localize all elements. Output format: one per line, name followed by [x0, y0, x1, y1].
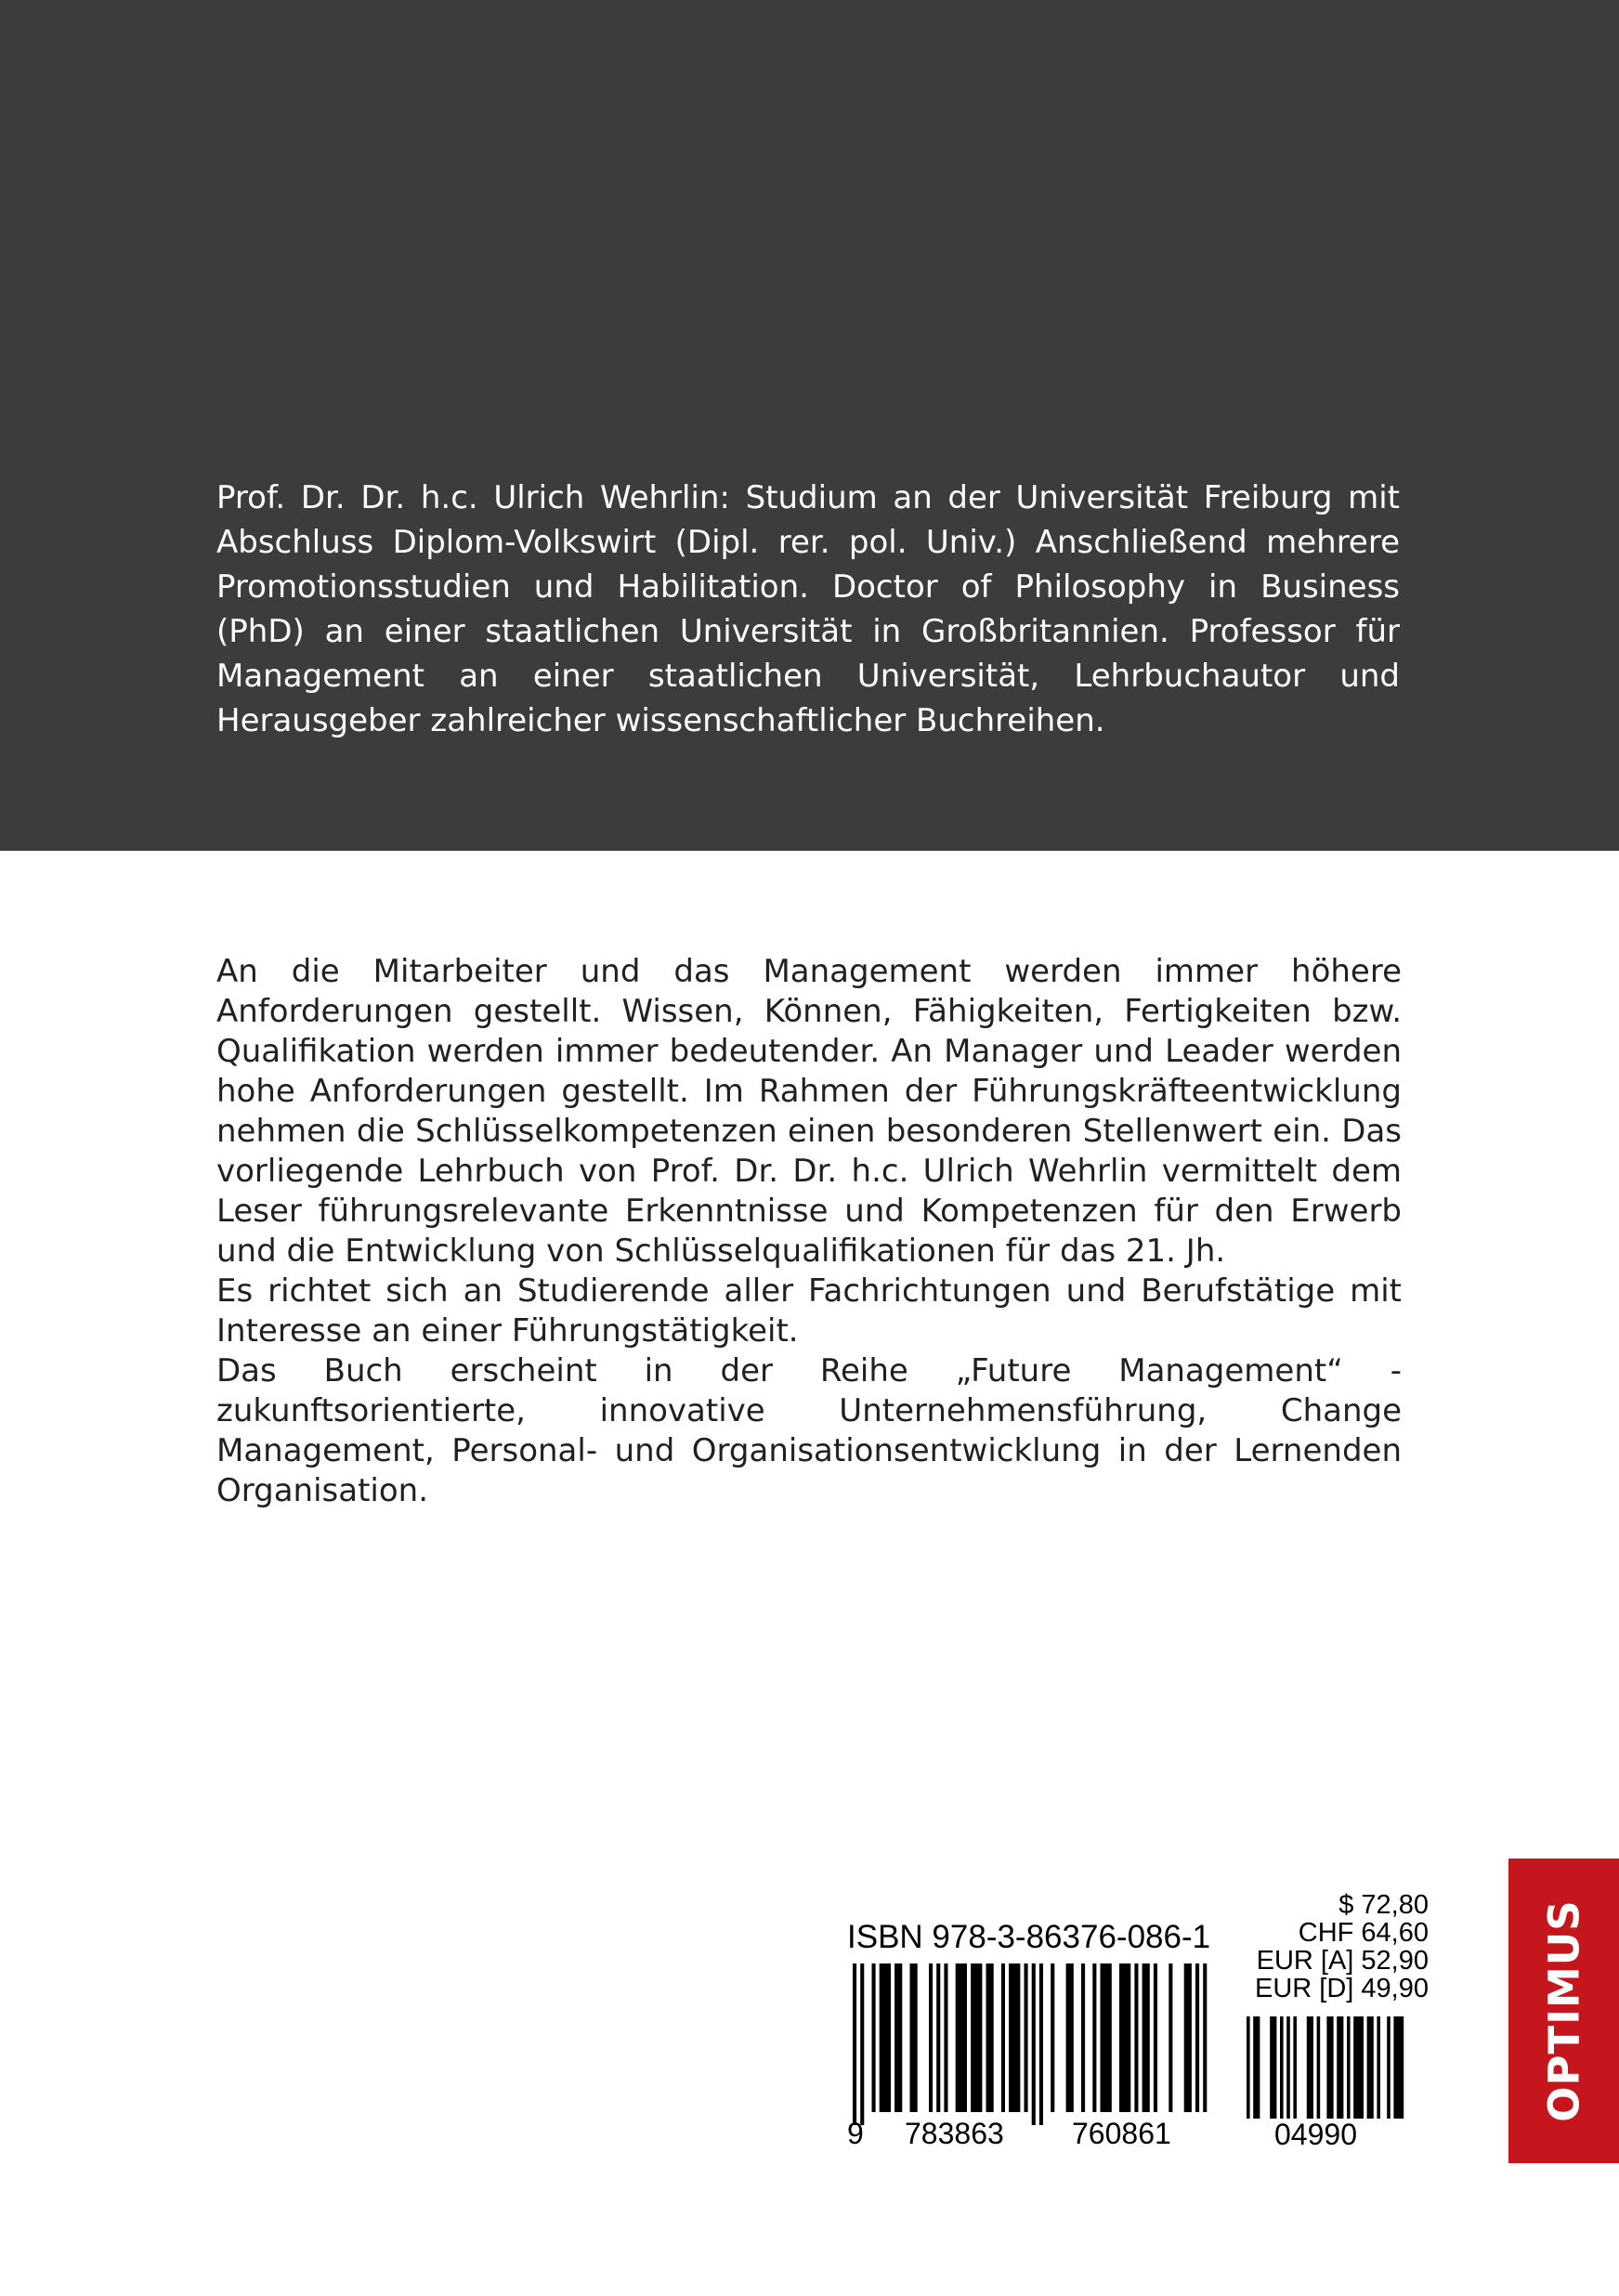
barcode-bar — [1142, 1963, 1150, 2112]
barcode-bar — [1337, 2016, 1343, 2119]
barcode-bar — [1154, 1963, 1157, 2112]
barcode-bar — [1253, 2016, 1260, 2119]
barcode-bar — [1032, 1963, 1036, 2125]
barcode-bar — [1247, 2016, 1250, 2119]
barcode-bar — [944, 1963, 947, 2112]
barcode-bar — [1081, 1963, 1085, 2112]
price-usd: $ 72,80 — [1338, 1890, 1429, 1920]
barcode-bar — [1387, 2016, 1391, 2119]
barcode-first-digit: 9 — [847, 2117, 864, 2150]
barcode-bar — [1119, 1963, 1130, 2112]
barcode-bar — [853, 1963, 856, 2125]
ean-barcode — [847, 1919, 1219, 2137]
price-chf: CHF 64,60 — [1298, 1918, 1429, 1948]
barcode-right-digits: 760861 — [1072, 2117, 1171, 2150]
barcode-bar — [1039, 1963, 1043, 2125]
barcode-bar — [1169, 1963, 1172, 2112]
barcode-bar — [1001, 1963, 1005, 2112]
isbn-barcode — [847, 1919, 1219, 2160]
barcode-bar — [1101, 1963, 1112, 2112]
price-list — [1226, 1891, 1429, 2002]
barcode-bar — [1184, 1963, 1192, 2112]
description-paragraph: An die Mitarbeiter und das Management werden immer höhere Anforderungen gestellt. Wissen, Können, Fähigkeiten, Fertigkeiten bzw. Qualifikation werden immer bedeutender. An Manager und Leader werden hohe Anforderungen gestellt. Im Rahmen der Führungskräfteentwicklung nehmen die Schlüsselkompetenzen einen besonderen Stellenwert ein. Das vorliegende Lehrbuch von Prof. Dr. Dr. h.c. Ulrich Wehrlin vermittelt dem Leser führungsrelevante Erkenntnisse und Kompetenzen für den Erwerb und die Entwicklung von Schlüsselqualifikationen für das 21. Jh. — [216, 953, 1402, 1270]
price-eur-at: EUR [A] 52,90 — [1256, 1946, 1429, 1976]
barcode-left-digits: 783863 — [905, 2117, 1004, 2150]
barcode-bar — [1353, 2016, 1364, 2119]
publisher-tab — [1508, 1859, 1619, 2163]
barcode-bar — [872, 1963, 876, 2112]
barcode-bar — [1270, 2016, 1276, 2119]
barcode-bar — [971, 1963, 982, 2112]
addon-digits: 04990 — [1274, 2118, 1357, 2151]
barcode-bar — [1293, 2016, 1297, 2119]
barcode-bar — [1307, 2016, 1313, 2119]
barcode-bar — [936, 1963, 940, 2112]
barcode-bar — [1367, 2016, 1374, 2119]
publisher-logo: OPTIMUS — [1539, 1899, 1588, 2122]
barcode-bar — [1066, 1963, 1074, 2112]
barcode-bar — [1195, 1963, 1199, 2112]
barcode-bar — [1326, 2016, 1333, 2119]
barcode-bar — [1051, 1963, 1054, 2112]
barcode-bar — [986, 1963, 994, 2112]
barcode-bar — [894, 1963, 902, 2112]
author-bio: Prof. Dr. Dr. h.c. Ulrich Wehrlin: Studium an der Universität Freiburg mit Abschluss Diplom-Volkswirt (Dipl. rer. pol. Univ.) Anschließend mehrere Promotionsstudien und Habilitation. Doctor of Philosophy in Business (PhD) an einer staatlichen Universität in Großbritannien. Professor für Management an einer staatlichen Universität, Lehrbuchautor und Herausgeber zahlreicher wissenschaftlicher Buchreihen. — [216, 479, 1400, 739]
price-eur-de: EUR [D] 49,90 — [1255, 1974, 1429, 2003]
barcode-bar — [1317, 2016, 1321, 2119]
book-description — [216, 952, 1402, 1511]
barcode-bar — [910, 1963, 918, 2112]
barcode-bar — [929, 1963, 933, 2112]
barcode-bar — [1286, 2016, 1290, 2119]
barcode-bar — [880, 1963, 891, 2112]
addon-barcode — [1241, 2016, 1427, 2120]
barcode-bar — [1203, 1963, 1207, 2112]
barcode-bar — [1009, 1963, 1020, 2112]
barcode-bar — [1134, 1963, 1138, 2112]
price-addon-barcode — [1241, 2016, 1427, 2156]
description-paragraph: Das Buch erscheint in der Reihe „Future Management“ - zukunftsorientierte, innovative Unternehmensführung, Change Management, Personal- und Organisationsentwicklung in der Lernenden Organisation. — [216, 1352, 1402, 1509]
barcode-bar — [1025, 1963, 1028, 2112]
barcode-bar — [1377, 2016, 1380, 2119]
description-paragraph: Es richtet sich an Studierende aller Fachrichtungen und Berufstätige mit Interesse an einer Führungstätigkeit. — [216, 1272, 1402, 1350]
barcode-bar — [1092, 1963, 1096, 2112]
isbn-label: ISBN 978-3-86376-086-1 — [847, 1919, 1211, 1955]
barcode-bar — [1280, 2016, 1284, 2119]
barcode-bar — [1393, 2016, 1404, 2119]
barcode-bar — [1347, 2016, 1351, 2119]
barcode-bar — [860, 1963, 864, 2125]
barcode-bar — [956, 1963, 967, 2112]
